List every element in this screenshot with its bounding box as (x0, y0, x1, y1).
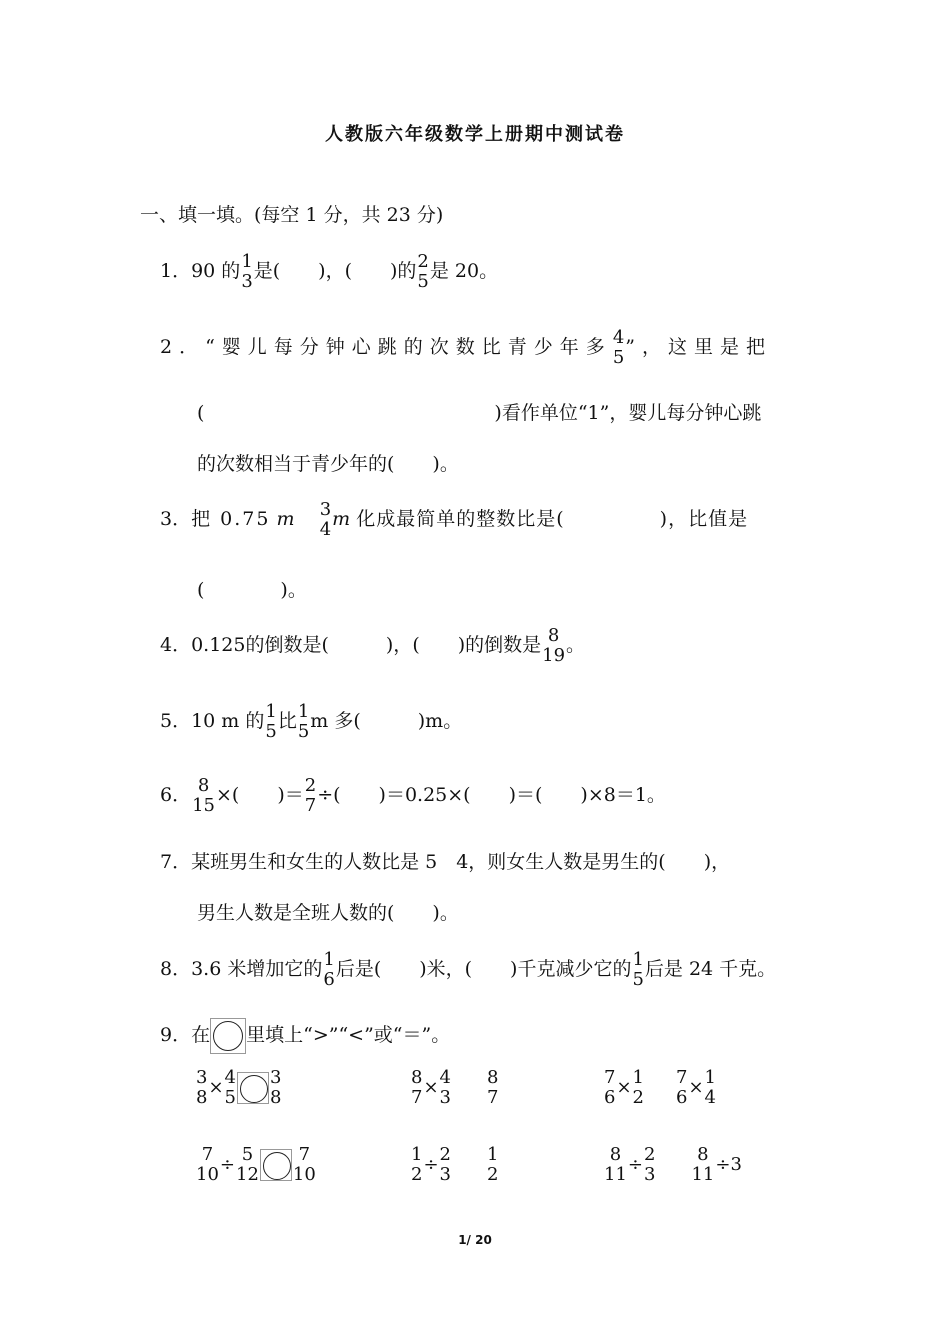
comparison-circle-icon (210, 1018, 246, 1054)
fraction: 2 7 (304, 775, 317, 816)
page-number: 1/ 20 (458, 1233, 492, 1247)
fraction: 1 6 (323, 949, 335, 990)
question-4: 4．0.125的倒数是( )，( )的倒数是 8 19 。 (160, 625, 586, 666)
answer-circle[interactable] (260, 1149, 292, 1181)
page-title: 人教版六年级数学上册期中测试卷 (325, 124, 625, 145)
fraction: 1 5 (265, 701, 277, 742)
comparison-item: 1 2 ÷ 2 3 1 2 (411, 1144, 499, 1185)
question-7-line1: 7．某班男生和女生的人数比是 5 4，则女生人数是男生的( )， (160, 851, 731, 873)
comparison-item: 7 10 ÷ 5 12 7 10 (196, 1144, 316, 1185)
question-5: 5．10 m 的 1 5 比 1 5 m 多( )m。 (160, 701, 463, 742)
question-9: 9．在 里填上“>”“<”或“＝”。 (160, 1018, 450, 1054)
comparison-item: 8 7 × 4 3 8 7 (411, 1067, 499, 1108)
question-6: 6． 8 15 ×( )＝ 2 7 ÷( )＝0.25×( )＝( )×8＝1。 (160, 775, 666, 816)
question-7-line2: 男生人数是全班人数的( )。 (197, 902, 459, 924)
question-3-line2: ( )。 (197, 579, 307, 601)
question-2-line3: 的次数相当于青少年的( )。 (197, 453, 459, 475)
section-heading: 一、填一填。(每空 1 分，共 23 分) (140, 204, 444, 226)
fraction: 1 3 (241, 251, 253, 292)
fraction: 8 15 (192, 775, 215, 816)
fraction: 1 5 (297, 701, 310, 742)
comparison-item: 8 11 ÷ 2 3 8 11 ÷3 (604, 1144, 742, 1185)
question-8: 8．3.6 米增加它的 1 6 后是( )米，( )千克减少它的 1 5 后是 24 千克。 (160, 949, 777, 990)
question-2-line2: ( )看作单位“1”，婴儿每分钟心跳 (197, 402, 762, 424)
question-3-line1: 3．把 0.75 m 3 4 m 化成最简单的整数比是( )，比值是 (160, 499, 749, 540)
question-1: 1．90 的 1 3 是( )，( )的 2 5 是 20。 (160, 251, 499, 292)
fraction: 4 5 (612, 327, 625, 368)
answer-circle[interactable] (237, 1072, 269, 1104)
fraction: 2 5 (417, 251, 429, 292)
fraction: 3 4 (319, 499, 332, 540)
question-2-line1: 2．“婴儿每分钟心跳的次数比青少年多 4 5 ”，这里是把 (160, 327, 772, 368)
fraction: 8 19 (542, 625, 566, 666)
comparison-item: 3 8 × 4 5 3 8 (196, 1067, 282, 1108)
fraction: 1 5 (632, 949, 644, 990)
comparison-item: 7 6 × 1 2 7 6 × 1 4 (604, 1067, 716, 1108)
